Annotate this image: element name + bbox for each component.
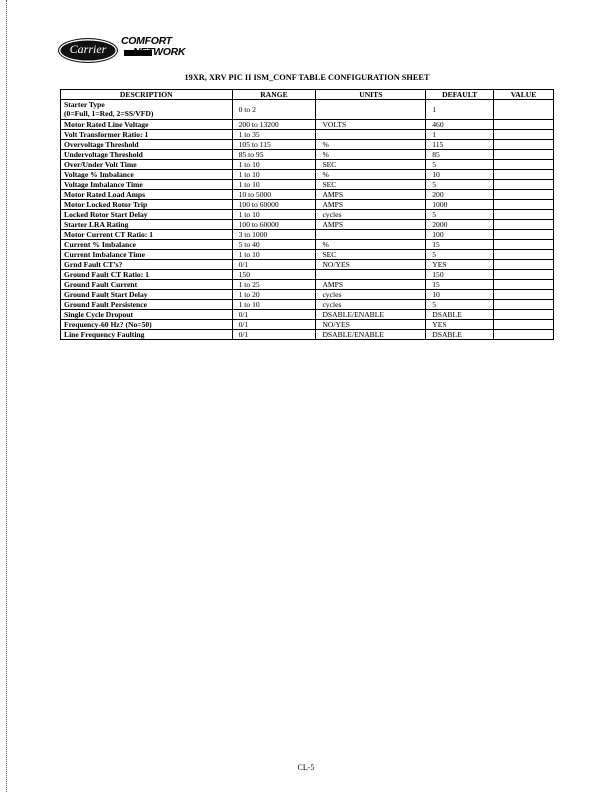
cell-units: AMPS: [316, 200, 426, 210]
table-row: [61, 310, 554, 320]
cell-range: 0/1: [232, 260, 316, 270]
table-row: [61, 320, 554, 330]
header-default: DEFAULT: [426, 90, 494, 100]
cell-default: YES: [426, 260, 494, 270]
cell-description: [61, 280, 233, 290]
cell-value-entry[interactable]: [494, 330, 554, 340]
table-row: [61, 140, 554, 150]
cell-range: 1 to 10: [232, 160, 316, 170]
cell-units: %: [316, 170, 426, 180]
cell-units: [316, 130, 426, 140]
cell-description: [61, 290, 233, 300]
cell-units: DSABLE/ENABLE: [316, 310, 426, 320]
cell-value-entry[interactable]: [494, 200, 554, 210]
cell-description: [61, 220, 233, 230]
cell-range: 100 to 60000: [232, 220, 316, 230]
header-units: UNITS: [316, 90, 426, 100]
cell-default: 85: [426, 150, 494, 160]
cell-default: DSABLE: [426, 310, 494, 320]
cell-description: [61, 260, 233, 270]
table-row: [61, 290, 554, 300]
description-text: Line Frequency Faulting: [64, 330, 145, 339]
cell-units: cycles: [316, 300, 426, 310]
cell-units: [316, 100, 426, 120]
cell-value-entry[interactable]: [494, 290, 554, 300]
cell-description: [61, 300, 233, 310]
description-text: Current % Imbalance: [64, 240, 136, 249]
cell-range: 0/1: [232, 330, 316, 340]
cell-description: [61, 230, 233, 240]
cell-description: [61, 120, 233, 130]
table-row: [61, 150, 554, 160]
cell-value-entry[interactable]: [494, 230, 554, 240]
cell-default: DSABLE: [426, 330, 494, 340]
table-row: [61, 160, 554, 170]
cell-default: 5: [426, 160, 494, 170]
cell-description: [61, 130, 233, 140]
description-text: Voltage Imbalance Time: [64, 180, 143, 189]
cell-value-entry[interactable]: [494, 170, 554, 180]
table-row: [61, 260, 554, 270]
cell-units: SEC: [316, 180, 426, 190]
cell-default: 1: [426, 100, 494, 120]
cell-description: [61, 160, 233, 170]
cell-value-entry[interactable]: [494, 100, 554, 120]
description-text: Undervoltage Threshold: [64, 150, 143, 159]
cell-value-entry[interactable]: [494, 120, 554, 130]
cell-value-entry[interactable]: [494, 240, 554, 250]
cell-value-entry[interactable]: [494, 140, 554, 150]
cell-description: [61, 170, 233, 180]
cell-units: AMPS: [316, 190, 426, 200]
table-row: [61, 330, 554, 340]
logo-line1: COMFORT: [121, 35, 172, 47]
description-text: Locked Rotor Start Delay: [64, 210, 148, 219]
cell-units: [316, 230, 426, 240]
description-subtext: (0=Full, 1=Red, 2=SS/VFD): [64, 108, 154, 118]
description-text: Ground Fault Current: [64, 280, 138, 289]
description-text: Current Imbalance Time: [64, 250, 145, 259]
cell-description: [61, 140, 233, 150]
cell-default: 1000: [426, 200, 494, 210]
comfort-network-wordmark: [121, 36, 241, 58]
cell-range: 100 to 60000: [232, 200, 316, 210]
cell-value-entry[interactable]: [494, 260, 554, 270]
header-description: DESCRIPTION: [61, 90, 233, 100]
configuration-table: [60, 89, 554, 340]
cell-default: 1: [426, 130, 494, 140]
description-text: Ground Fault CT Ratio: 1: [64, 270, 149, 279]
cell-default: 200: [426, 190, 494, 200]
table-row: [61, 230, 554, 240]
cell-range: 200 to 13200: [232, 120, 316, 130]
cell-range: 0/1: [232, 310, 316, 320]
table-row: [61, 200, 554, 210]
table-row: [61, 180, 554, 190]
cell-units: AMPS: [316, 280, 426, 290]
cell-range: 1 to 10: [232, 180, 316, 190]
cell-units: NO/YES: [316, 320, 426, 330]
cell-default: YES: [426, 320, 494, 330]
cell-value-entry[interactable]: [494, 310, 554, 320]
cell-default: 5: [426, 210, 494, 220]
table-header-row: [61, 90, 554, 100]
cell-units: [316, 270, 426, 280]
cell-units: DSABLE/ENABLE: [316, 330, 426, 340]
cell-range: 1 to 25: [232, 280, 316, 290]
cell-value-entry[interactable]: [494, 180, 554, 190]
cell-description: [61, 310, 233, 320]
cell-units: cycles: [316, 210, 426, 220]
cell-default: 2000: [426, 220, 494, 230]
description-text: Over/Under Volt Time: [64, 160, 137, 169]
description-text: Single Cycle Dropout: [64, 310, 134, 319]
table-body: [61, 100, 554, 340]
carrier-logo-oval: [58, 38, 118, 63]
cell-units: SEC: [316, 160, 426, 170]
description-text: Voltage % Imbalance: [64, 170, 134, 179]
cell-value-entry[interactable]: [494, 300, 554, 310]
cell-description: [61, 240, 233, 250]
cell-value-entry[interactable]: [494, 210, 554, 220]
cell-value-entry[interactable]: [494, 220, 554, 230]
description-text: Grnd Fault CT’s?: [64, 260, 123, 269]
cell-range: 1 to 35: [232, 130, 316, 140]
table-row: [61, 130, 554, 140]
cut-dotted-line: [6, 0, 7, 792]
table-row: [61, 300, 554, 310]
cell-units: SEC: [316, 250, 426, 260]
cell-units: %: [316, 150, 426, 160]
description-text: Motor Rated Load Amps: [64, 190, 146, 199]
cell-description: [61, 250, 233, 260]
header-range: RANGE: [232, 90, 316, 100]
description-text: Motor Locked Rotor Trip: [64, 200, 148, 209]
cell-value-entry[interactable]: [494, 250, 554, 260]
description-text: Starter Type: [64, 100, 105, 109]
cell-default: 10: [426, 290, 494, 300]
table-row: [61, 280, 554, 290]
cell-description: [61, 150, 233, 160]
cell-default: 10: [426, 170, 494, 180]
cell-units: VOLTS: [316, 120, 426, 130]
cell-value-entry[interactable]: [494, 160, 554, 170]
cell-range: 0 to 2: [232, 100, 316, 120]
table-row: [61, 210, 554, 220]
cell-units: %: [316, 140, 426, 150]
cell-description: [61, 100, 233, 120]
cell-range: 10 to 5000: [232, 190, 316, 200]
cell-value-entry[interactable]: [494, 320, 554, 330]
cell-description: [61, 270, 233, 280]
cell-description: [61, 320, 233, 330]
cell-units: NO/YES: [316, 260, 426, 270]
description-text: Motor Current CT Ratio: 1: [64, 230, 154, 239]
description-text: Frequency-60 Hz? (No=50): [64, 320, 152, 329]
cell-default: 100: [426, 230, 494, 240]
cell-value-entry[interactable]: [494, 130, 554, 140]
cell-range: 1 to 10: [232, 210, 316, 220]
table-row: [61, 100, 554, 120]
cell-range: 5 to 40: [232, 240, 316, 250]
cell-units: cycles: [316, 290, 426, 300]
cell-description: [61, 180, 233, 190]
cell-range: 85 to 95: [232, 150, 316, 160]
table-row: [61, 120, 554, 130]
cell-range: 150: [232, 270, 316, 280]
cell-default: 460: [426, 120, 494, 130]
cell-default: 5: [426, 250, 494, 260]
header-value: VALUE: [494, 90, 554, 100]
cell-default: 115: [426, 140, 494, 150]
page-number: CL-5: [297, 763, 315, 772]
cell-description: [61, 190, 233, 200]
cell-default: 5: [426, 180, 494, 190]
cell-range: 1 to 20: [232, 290, 316, 300]
cell-range: 1 to 10: [232, 170, 316, 180]
description-text: Overvoltage Threshold: [64, 140, 139, 149]
page-title: 19XR, XRV PIC II ISM_CONF TABLE CONFIGURATION SHEET: [184, 73, 430, 82]
description-text: Motor Rated Line Voltage: [64, 120, 149, 129]
cell-default: 15: [426, 240, 494, 250]
cell-description: [61, 210, 233, 220]
table-row: [61, 220, 554, 230]
cell-default: 15: [426, 280, 494, 290]
cell-description: [61, 330, 233, 340]
table-row: [61, 270, 554, 280]
description-text: Volt Transformer Ratio: 1: [64, 130, 149, 139]
logo-line2: NETWORK: [133, 46, 186, 58]
cell-units: %: [316, 240, 426, 250]
cell-value-entry[interactable]: [494, 190, 554, 200]
table-row: [61, 240, 554, 250]
cell-value-entry[interactable]: [494, 150, 554, 160]
cell-default: 5: [426, 300, 494, 310]
table-row: [61, 190, 554, 200]
cell-range: 105 to 115: [232, 140, 316, 150]
cell-range: 3 to 1000: [232, 230, 316, 240]
description-text: Ground Fault Persistence: [64, 300, 147, 309]
description-text: Starter LRA Rating: [64, 220, 129, 229]
cell-units: AMPS: [316, 220, 426, 230]
cell-value-entry[interactable]: [494, 280, 554, 290]
table-row: [61, 170, 554, 180]
description-text: Ground Fault Start Delay: [64, 290, 148, 299]
cell-range: 1 to 10: [232, 250, 316, 260]
table-row: [61, 250, 554, 260]
cell-range: 1 to 10: [232, 300, 316, 310]
cell-default: 150: [426, 270, 494, 280]
cell-value-entry[interactable]: [494, 270, 554, 280]
cell-range: 0/1: [232, 320, 316, 330]
carrier-logo-text: Carrier: [69, 42, 107, 56]
cell-description: [61, 200, 233, 210]
